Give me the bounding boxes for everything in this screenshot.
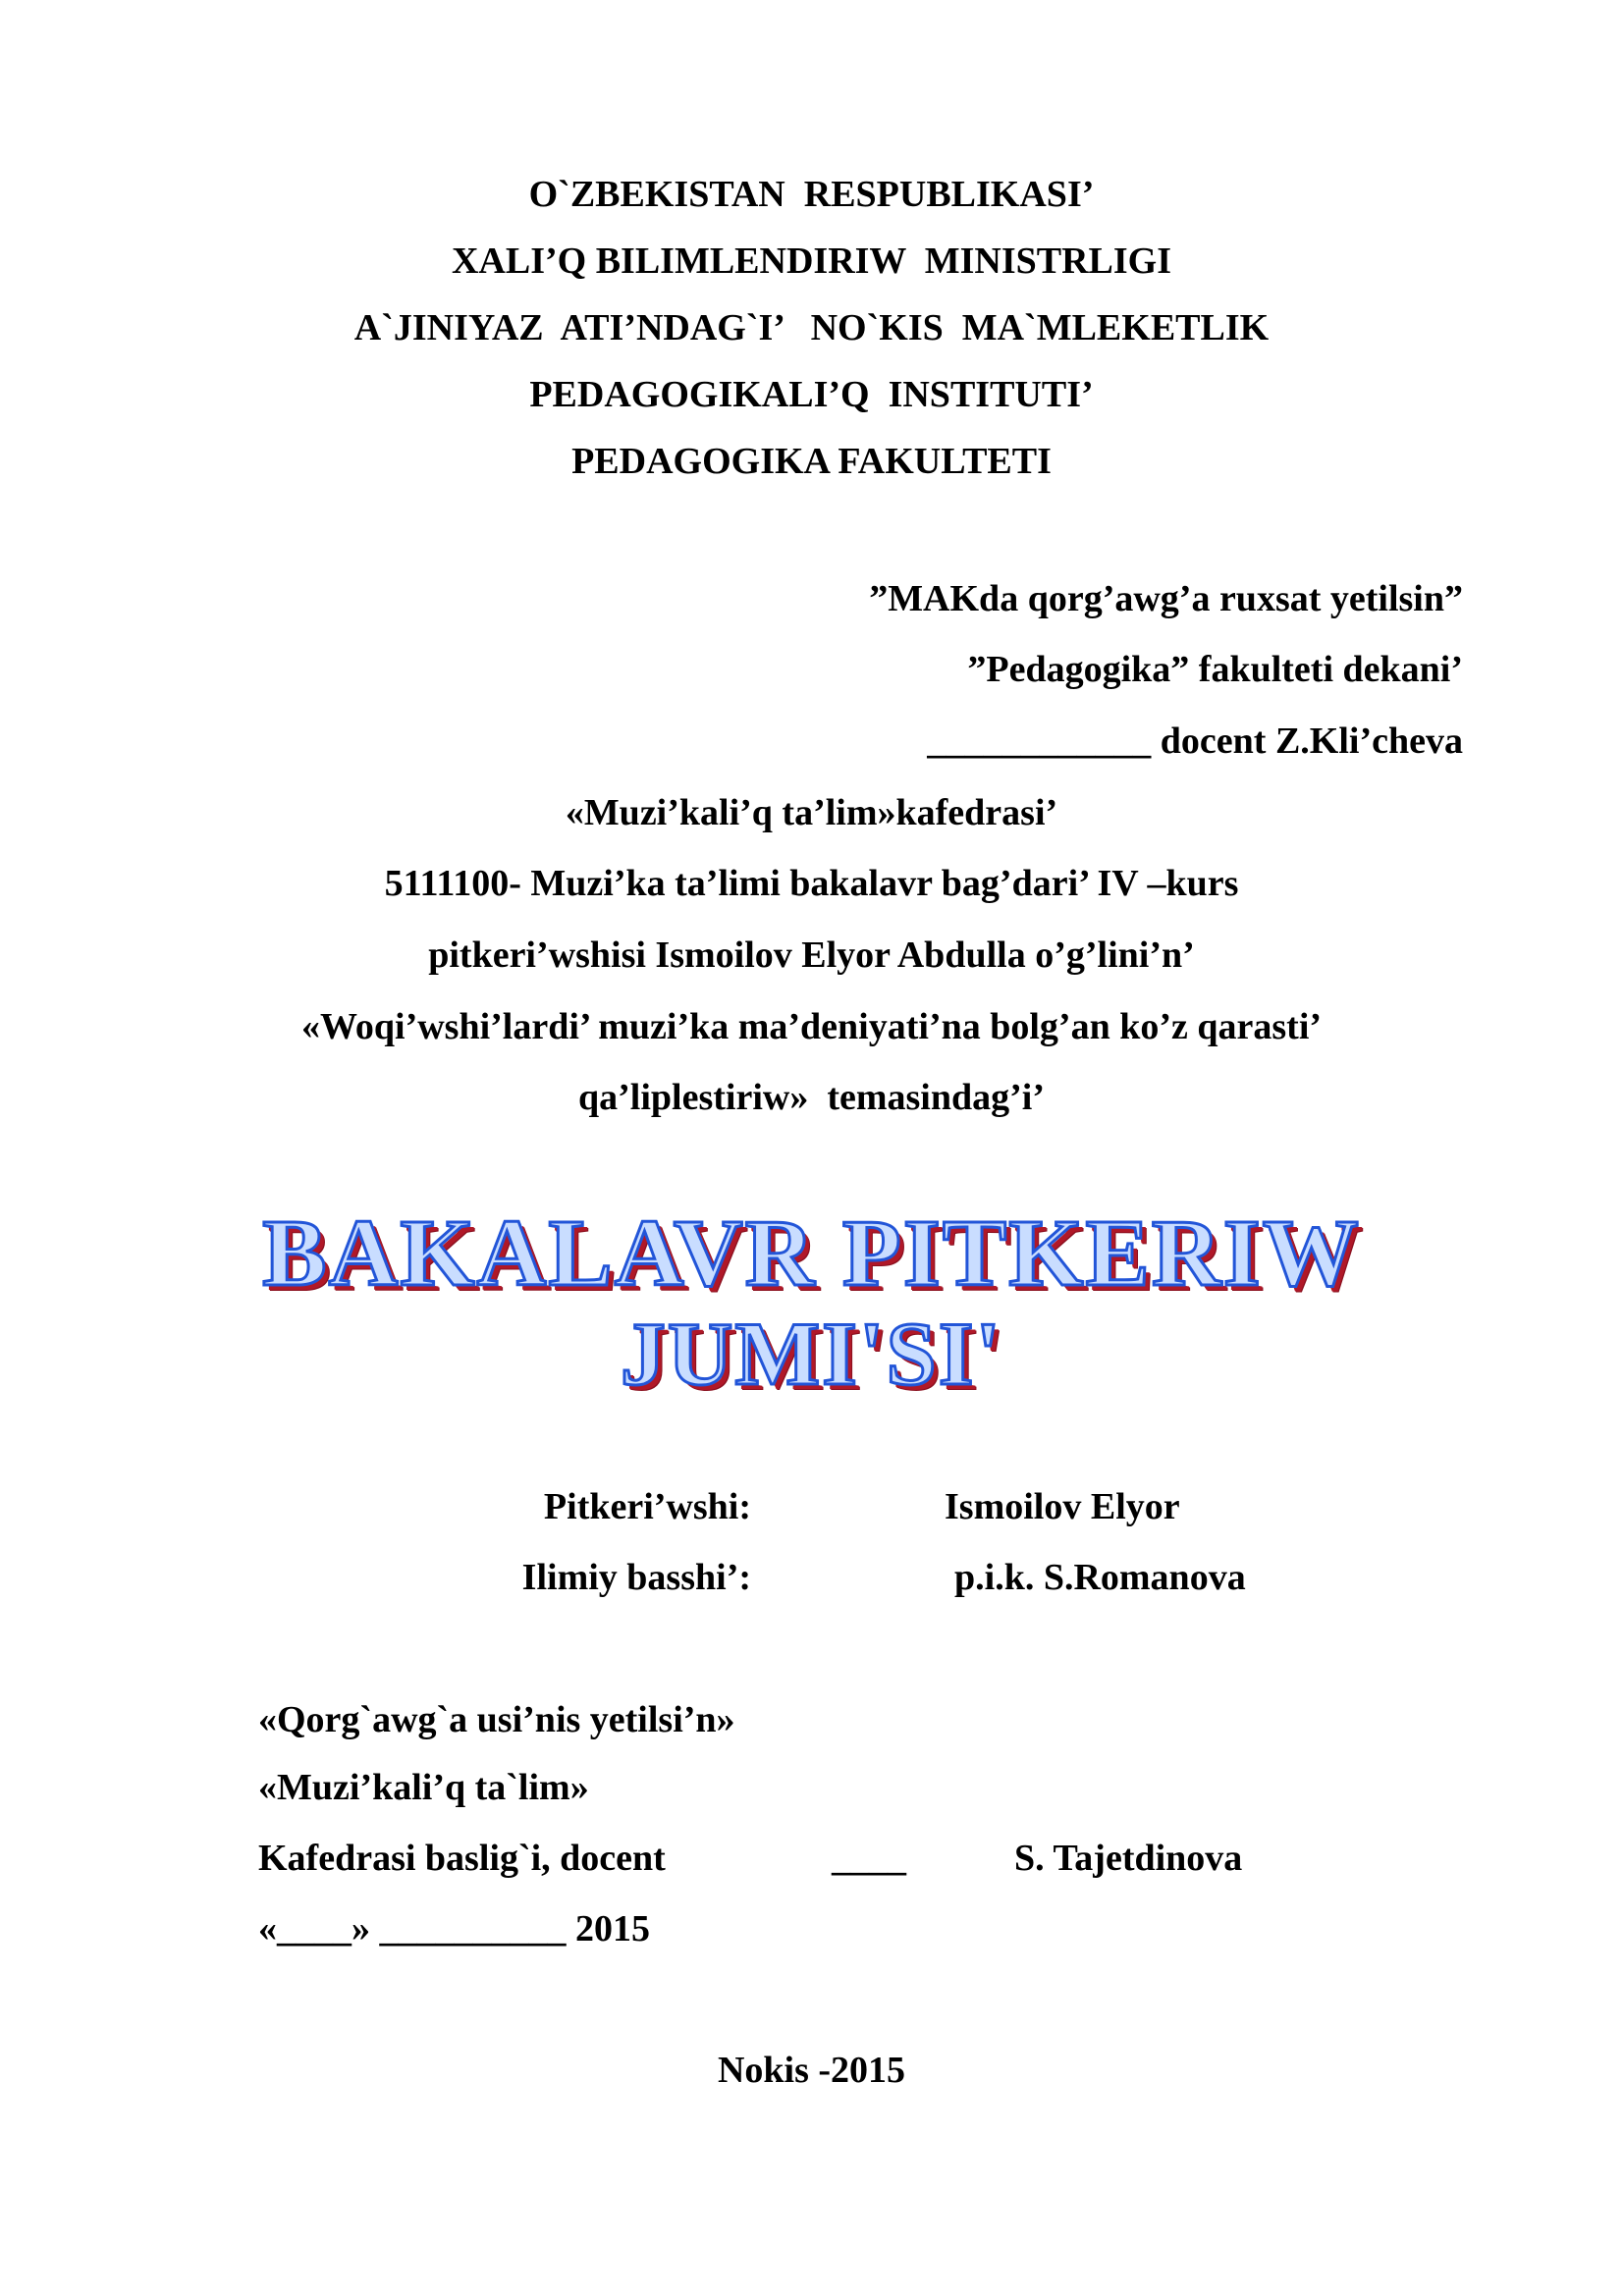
advisor-name: p.i.k. S.Romanova: [954, 1557, 1246, 1598]
topic-theme-line1: «Woqi’wshi’lardi’ muzi’ka ma’deniyati’na bolg’an ko’z qarasti’: [300, 1006, 1323, 1047]
topic-program: 5111100- Muzi’ka ta’limi bakalavr bag’dari’ IV –kurs: [384, 863, 1239, 904]
topic-student: pitkeri’wshisi Ismoilov Elyor Abdulla o’g’lini’n’: [428, 934, 1195, 976]
defense-signature-blank: ____: [832, 1838, 906, 1879]
advisor-label: Ilimiy basshi’:: [521, 1557, 751, 1598]
approval-permission: ”MAKda qorg’awg’a ruxsat yetilsin”: [869, 578, 1463, 619]
approval-dean-title: ”Pedagogika” fakulteti dekani’: [967, 649, 1463, 690]
footer-place-year: Nokis -2015: [717, 2050, 906, 2091]
student-label: Pitkeri’wshi:: [543, 1486, 751, 1527]
defense-head-name: S. Tajetdinova: [1014, 1838, 1243, 1879]
topic-department: «Muzi’kali’q ta’lim»kafedrasi’: [565, 792, 1058, 833]
header-institute-type: PEDAGOGIKALI’Q INSTITUTI’: [529, 374, 1094, 415]
header-institute-name: A`JINIYAZ ATI’NDAG`I’ NO`KIS MA`MLEKETLIK: [353, 307, 1270, 348]
header-country: O`ZBEKISTAN RESPUBLIKASI’: [528, 174, 1095, 215]
student-name: Ismoilov Elyor: [945, 1486, 1180, 1527]
header-ministry: XALI’Q BILIMLENDIRIW MINISTRLIGI: [451, 240, 1172, 282]
defense-department: «Muzi’kali’q ta`lim»: [258, 1767, 589, 1808]
defense-recommend: «Qorg`awg`a usi’nis yetilsi’n»: [258, 1699, 735, 1740]
header-faculty: PEDAGOGIKA FAKULTETI: [571, 441, 1052, 482]
document-title-line2: JUMI'SI': [620, 1304, 1003, 1404]
document-title-line1: BAKALAVR PITKERIW: [262, 1201, 1361, 1307]
approval-dean-signature: ____________ docent Z.Kli’cheva: [927, 721, 1463, 762]
defense-date: «____» __________ 2015: [258, 1908, 650, 1949]
topic-theme-line2: qa’liplestiriw» temasindag’i’: [578, 1077, 1045, 1118]
defense-head-label: Kafedrasi baslig`i, docent: [258, 1838, 666, 1879]
